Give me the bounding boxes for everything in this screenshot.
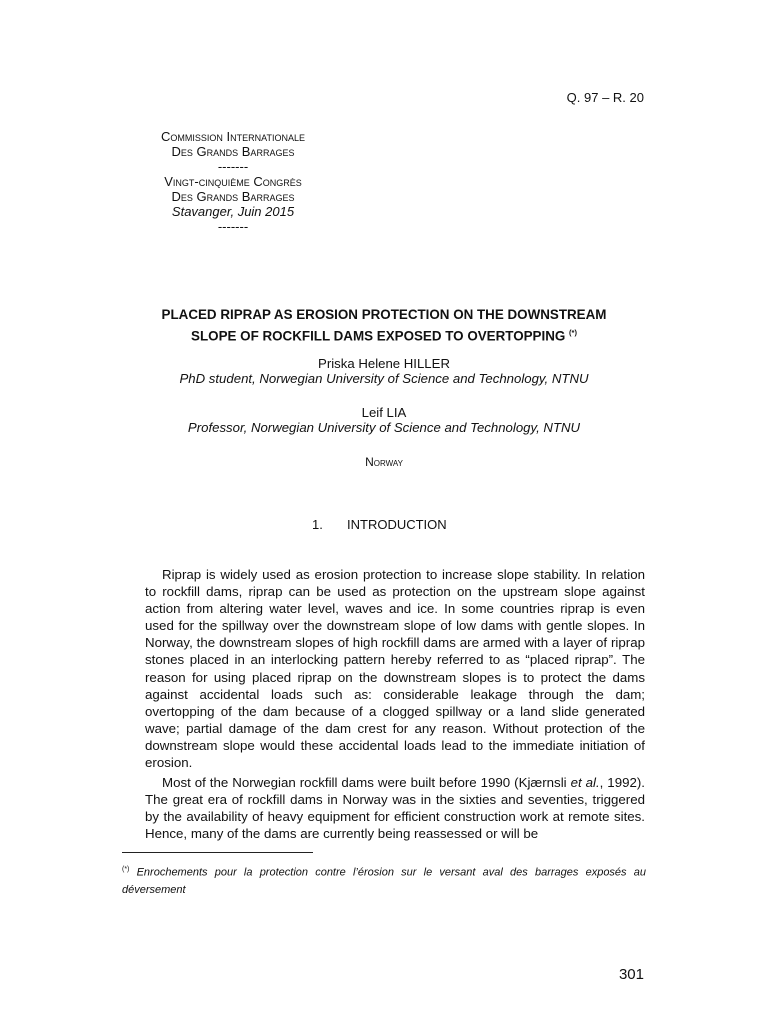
- page-number: 301: [618, 966, 644, 983]
- footnote-mark: (*): [122, 866, 130, 873]
- paper-title: [100, 306, 668, 345]
- author-2-name: Leif LIA: [361, 405, 407, 420]
- committee-line-2: Des Grands Barrages: [171, 144, 295, 159]
- author-1-name: Priska Helene HILLER: [318, 356, 450, 371]
- committee-line-1: Commission Internationale: [161, 129, 305, 144]
- section-title: INTRODUCTION: [347, 517, 447, 532]
- committee-separator-1: -------: [217, 159, 249, 174]
- section-heading: [312, 517, 447, 532]
- footnote: [122, 861, 646, 899]
- congress-line-1: Vingt-cinquième Congrès: [164, 174, 302, 189]
- author-2: [100, 405, 668, 435]
- congress-line-2: Des Grands Barrages: [171, 189, 295, 204]
- committee-separator-2: -------: [217, 219, 249, 234]
- paragraph-2-citation-etal: et al.: [570, 775, 600, 790]
- paragraph-1: [145, 566, 645, 771]
- author-1: [100, 356, 668, 386]
- paragraph-2-text-a: Most of the Norwegian rockfill dams were built before 1990 (Kjærnsli: [162, 775, 571, 790]
- section-number: 1.: [312, 517, 323, 532]
- footnote-text: Enrochements pour la protection contre l’érosion sur le versant aval des barrages exposés au déversement: [122, 866, 646, 896]
- congress-place-date: Stavanger, Juin 2015: [171, 204, 295, 219]
- title-footnote-mark: (*): [569, 328, 577, 337]
- question-reference: Q. 97 – R. 20: [566, 90, 644, 105]
- paragraph-1-text: Riprap is widely used as erosion protection to increase slope stability. In relation to rockfill dams, riprap can be used as protection on the upstream slope against action from altering water level, waves and ice. In some countries riprap is even used for the spillway over the downstream slope of low dams with gentle slopes. In Norway, the downstream slopes of high rockfill dams are armed with a layer of riprap stones placed in an interlocking pattern hereby referred to as “placed riprap”. The reason for using placed riprap on the downstream slopes is to protect the dams against accidental loads such as: considerable leakage through the dam; overtopping of the dam because of a clogged spillway or a land slide generated wave; partial damage of the dam crest for any reason. Without protection of the downstream slope would these accidental loads lead to the immediate initiation of erosion.: [145, 567, 645, 771]
- footnote-divider: [122, 852, 313, 853]
- country: Norway: [365, 455, 403, 469]
- paper-title-line-2: SLOPE OF ROCKFILL DAMS EXPOSED TO OVERTOPPING: [191, 328, 566, 344]
- author-2-affiliation: Professor, Norwegian University of Science and Technology, NTNU: [187, 420, 581, 435]
- paragraph-2-text-b: , 1992). The great era of rockfill dams in Norway was in the sixties and seventies, triggered by the availability of heavy equipment for efficient construction work at remote sites. Hence, many of the dams are currently being reassessed or will be: [145, 775, 646, 842]
- committee-block: [133, 129, 333, 234]
- paragraph-2: [145, 774, 645, 842]
- author-1-affiliation: PhD student, Norwegian University of Science and Technology, NTNU: [179, 371, 589, 386]
- paper-title-line-1: PLACED RIPRAP AS EROSION PROTECTION ON THE DOWNSTREAM: [161, 307, 607, 322]
